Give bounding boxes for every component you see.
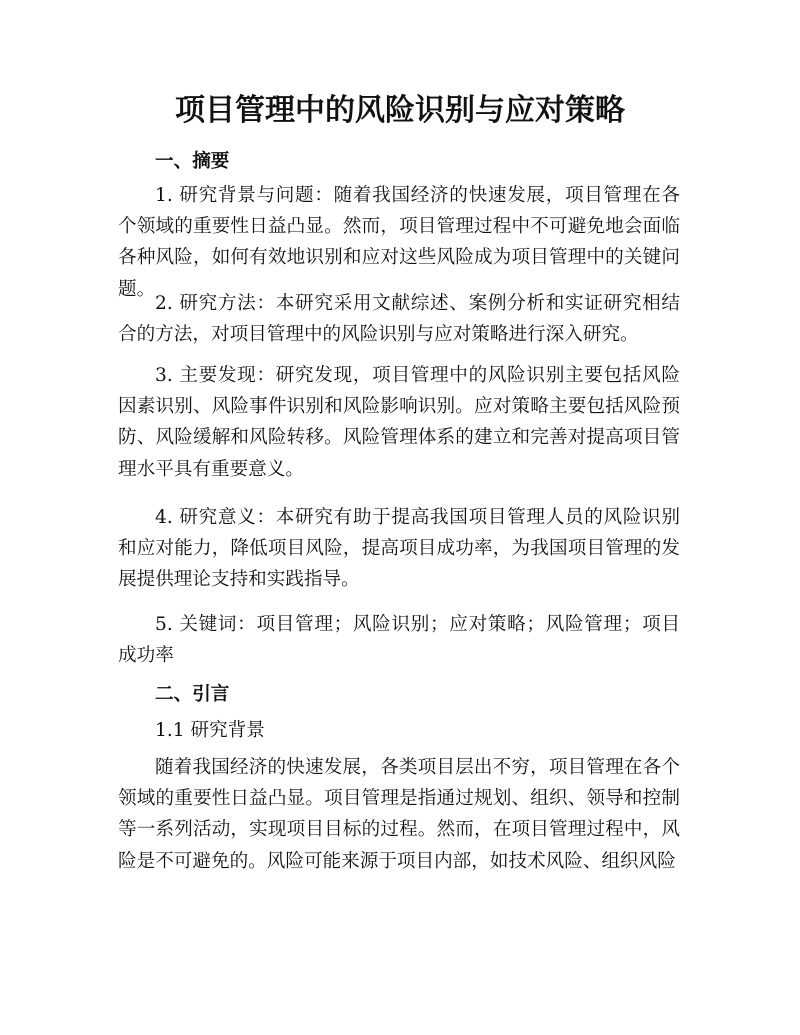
abstract-item-2: 2. 研究方法：本研究采用文献综述、案例分析和实证研究相结合的方法，对项目管理中的风险识别与应对策略进行深入研究。: [118, 293, 680, 346]
section-heading-intro: 二、引言: [155, 684, 230, 705]
abstract-item-4: 4. 研究意义：本研究有助于提高我国项目管理人员的风险识别和应对能力，降低项目风险，提高项目成功率，为我国项目管理的发展提供理论支持和实践指导。: [118, 507, 680, 591]
section-heading-abstract: 一、摘要: [155, 151, 230, 172]
abstract-item-1: 1. 研究背景与问题：随着我国经济的快速发展，项目管理在各个领域的重要性日益凸显。然而，项目管理过程中不可避免地会面临各种风险，如何有效地识别和应对这些风险成为项目管理中的关键问题。: [118, 185, 680, 300]
subsection-heading-background: 1.1 研究背景: [155, 720, 265, 741]
abstract-item-3: 3. 主要发现：研究发现，项目管理中的风险识别主要包括风险因素识别、风险事件识别和风险影响识别。应对策略主要包括风险预防、风险缓解和风险转移。风险管理体系的建立和完善对提高项目管理水平具有重要意义。: [118, 365, 680, 480]
document-title: 项目管理中的风险识别与应对策略: [175, 93, 625, 128]
abstract-item-5-keywords: 5. 关键词：项目管理；风险识别；应对策略；风险管理；项目成功率: [118, 614, 680, 667]
intro-paragraph: 随着我国经济的快速发展，各类项目层出不穷，项目管理在各个领域的重要性日益凸显。项目管理是指通过规划、组织、领导和控制等一系列活动，实现项目目标的过程。然而，在项目管理过程中，风险是不可避免的。风险可能来源于项目内部，如技术风险、组织风险: [118, 757, 680, 872]
